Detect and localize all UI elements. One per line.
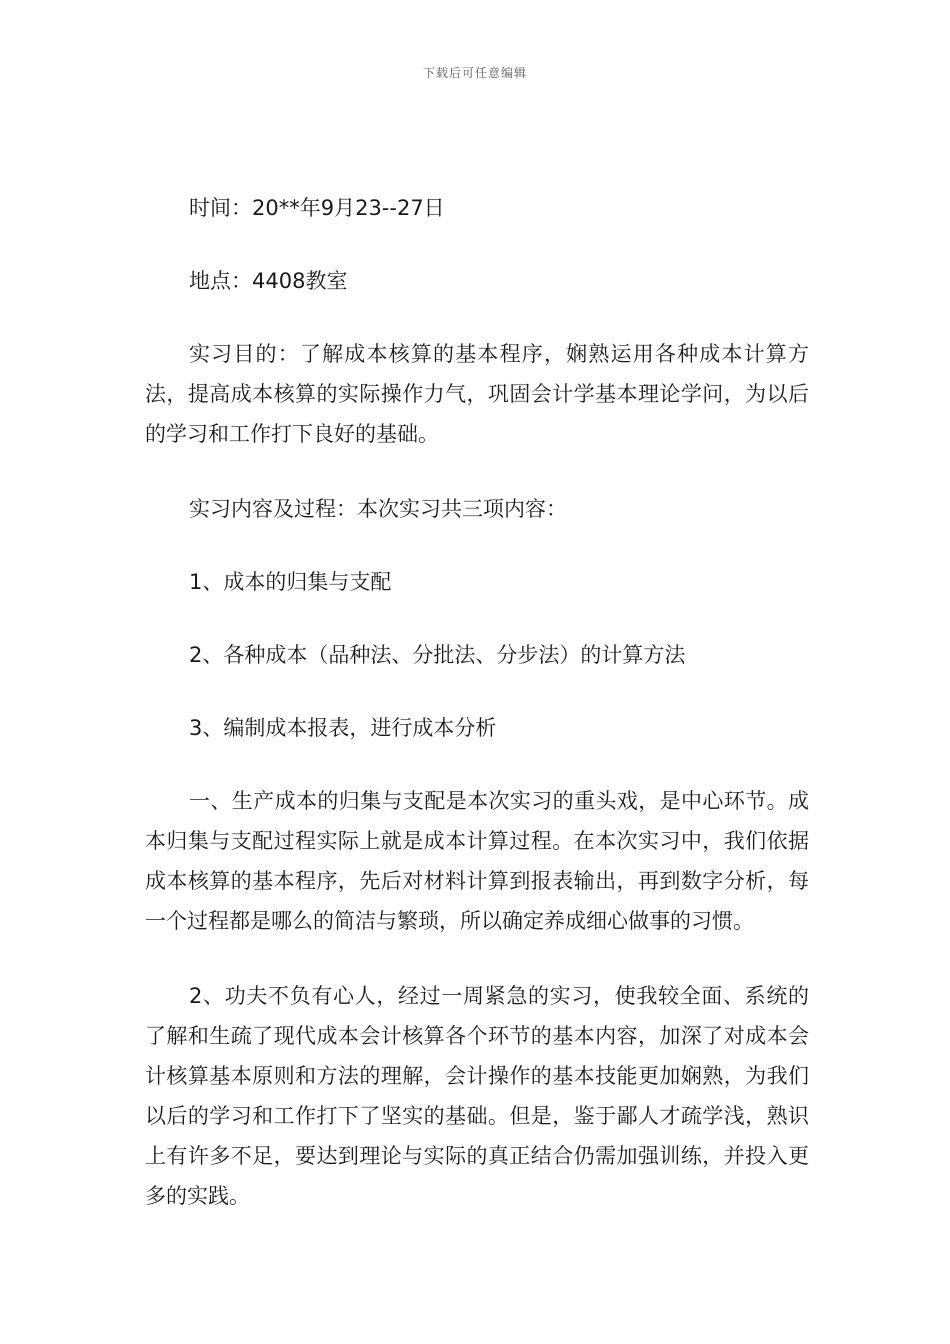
list-item-3: 3、编制成本报表，进行成本分析 (189, 716, 497, 740)
content-intro-paragraph: 实习内容及过程：本次实习共三项内容： (189, 497, 567, 521)
section-one-paragraph: 一、生产成本的归集与支配是本次实习的重头戏，是中心环节。成本归集与支配过程实际上就是成本计算过程。在本次实习中，我们依据成本核算的基本程序，先后对材料计算到报表输出，再到数字分析，每一个过程都是哪么的简洁与繁琐，所以确定养成细心做事的习惯。 (145, 789, 809, 933)
list-item-1: 1、成本的归集与支配 (189, 570, 392, 594)
list-item-2: 2、各种成本（品种法、分批法、分步法）的计算方法 (189, 643, 686, 667)
location-paragraph: 地点：4408教室 (189, 269, 348, 293)
section-two-paragraph: 2、功夫不负有心人，经过一周紧急的实习，使我较全面、系统的了解和生疏了现代成本会计核算各个环节的基本内容，加深了对成本会计核算基本原则和方法的理解，会计操作的基本技能更加娴熟，为我们以后的学习和工作打下了坚实的基础。但是，鉴于鄙人才疏学浅，熟识上有许多不足，要达到理论与实际的真正结合仍需加强训练，并投入更多的实践。 (145, 984, 809, 1208)
purpose-paragraph: 实习目的：了解成本核算的基本程序，娴熟运用各种成本计算方法，提高成本核算的实际操作力气，巩固会计学基本理论学问，为以后的学习和工作打下良好的基础。 (145, 342, 809, 446)
time-paragraph: 时间：20**年9月23--27日 (189, 196, 445, 220)
document-body (145, 188, 809, 1251)
header-note: 下载后可任意编辑 (422, 66, 527, 80)
